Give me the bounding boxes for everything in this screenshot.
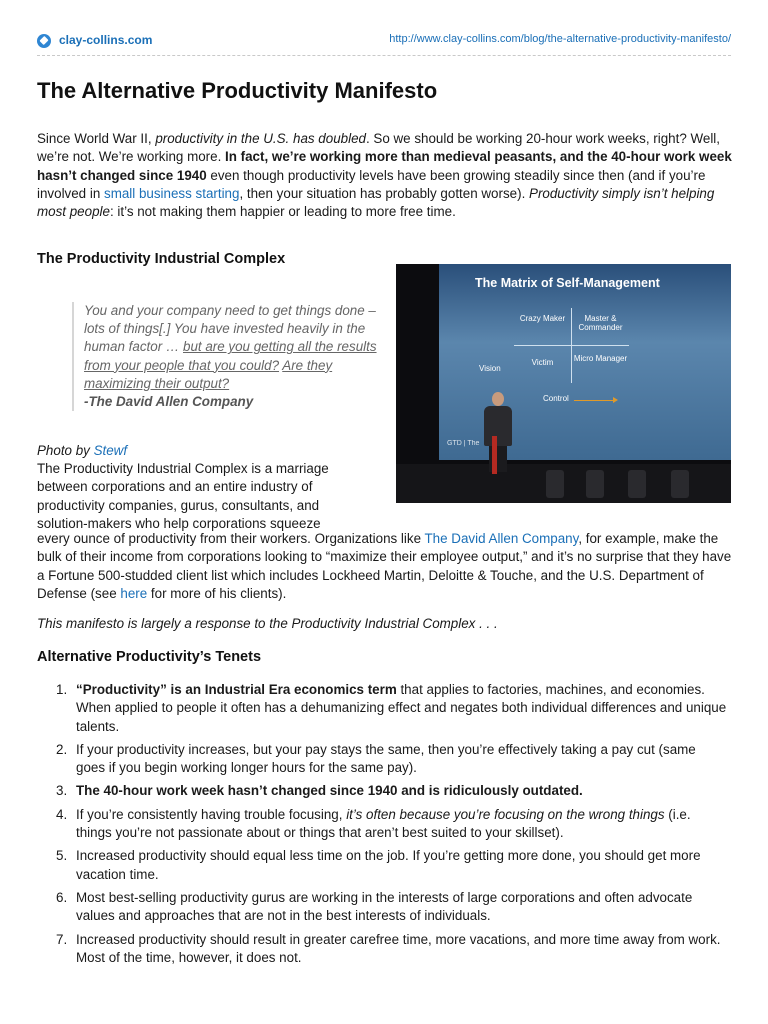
section-heading-tenets: Alternative Productivity’s Tenets <box>37 649 262 665</box>
tenet-text: Most best-selling productivity gurus are working in the interests of large corporations and often advocate values and approaches that are not in the best interests of individuals. <box>76 889 693 924</box>
intro-text: , then your situation has probably gotten worse). <box>239 185 530 201</box>
chair-icon <box>628 470 646 498</box>
complex-paragraph-start: The Productivity Industrial Complex is a marriage between corporations and an entire industry of productivity companies, gurus, consultants, and solution-makers who help corporations squeeze <box>37 461 329 531</box>
tenet-number: 5. <box>56 848 68 864</box>
manifesto-note <box>37 615 737 633</box>
tenet-item <box>37 782 727 800</box>
slide-footer: GTD | The <box>447 440 480 447</box>
tenet-text: Increased productivity should equal less time on the job. If you’re getting more done, you should get more vacation time. <box>76 848 701 882</box>
blockquote <box>72 302 384 411</box>
tenet-number: 6. <box>56 889 68 905</box>
tenet-text: If you’re consistently having trouble focusing, <box>76 806 347 822</box>
tenet-item <box>37 889 727 926</box>
matrix-cell: Victim <box>531 358 554 367</box>
intro-text: even though productivity levels have been growing steadily since then (and if you’re involved in <box>37 167 706 201</box>
tenet-item <box>37 741 727 778</box>
tenet-text: (i.e. things you’re not passionate about or things that aren’t best suited to your skillset). <box>76 806 691 841</box>
complex-text: , for example, make the bulk of their income from corporations looking to “maximize their employee output,” and it’s no surprise that they have a Fortune 500-studded client list which includes Lockheed Martin, Deloitte & Touche, and the U.S. Department of Defense (see <box>37 531 732 601</box>
intro-emphasis: productivity in the U.S. has doubled <box>155 131 366 146</box>
site-name-link[interactable]: clay-collins.com <box>59 33 153 47</box>
manifesto-note-text: This manifesto is largely a response to the Productivity Industrial Complex . . . <box>37 616 498 631</box>
section-heading-industrial-complex: The Productivity Industrial Complex <box>37 251 286 267</box>
tenet-number: 3. <box>56 783 68 799</box>
speaker-figure <box>484 392 512 472</box>
site-header <box>37 33 731 55</box>
tenet-emphasis: it’s often because you’re focusing on the wrong things <box>346 806 665 822</box>
chair-icon <box>546 470 564 498</box>
photo-credit <box>37 442 377 460</box>
control-arrow-icon <box>574 400 614 401</box>
quote-author: -The David Allen Company <box>84 394 254 410</box>
matrix-cell: Micro Manager <box>573 354 628 363</box>
tenet-text: If your productivity increases, but your pay stays the same, then you’re effectively taking a pay cut (same goes if you begin working longer hours for the same pay). <box>76 741 696 776</box>
tenet-text: that applies to factories, machines, and economies. When applied to people it often has a dehumanizing effect and negates both individual differences and unique talents. <box>76 682 727 734</box>
tenet-item <box>37 847 727 884</box>
page-url-link[interactable]: http://www.clay-collins.com/blog/the-alternative-productivity-manifesto/ <box>389 33 731 45</box>
complex-paragraph: every ounce of productivity from their workers. Organizations like The David Allen Company, for example, make the bulk of their income from corporations looking to “maximize their employee output,” and it’s no surprise that they have a Fortune 500-studded client list which includes Lockheed Martin, Deloitte & Touche, and the U.S. Department of Defense (see here for more of his clients). <box>37 531 732 601</box>
tenet-bold: The 40-hour work week hasn’t changed since 1940 and is ridiculously outdated. <box>76 783 583 799</box>
control-axis-label: Control <box>543 394 569 403</box>
tenet-number: 4. <box>56 806 68 822</box>
chair-icon <box>586 470 604 498</box>
tenet-number: 2. <box>56 741 68 757</box>
projection-screen <box>439 264 731 460</box>
chair-icon <box>671 470 689 498</box>
slide-title: The Matrix of Self-Management <box>475 276 660 290</box>
here-link[interactable]: here <box>120 585 148 601</box>
tenet-number: 1. <box>56 682 68 697</box>
tenet-item <box>37 681 727 736</box>
matrix-cell: Crazy Maker <box>519 314 566 323</box>
intro-text: . So we should be working 20-hour work weeks, right? Well, we’re not. We’re working more. <box>37 131 720 165</box>
complex-text: for more of his clients). <box>147 585 287 601</box>
tenet-bold: “Productivity” is an Industrial Era economics term <box>76 682 397 697</box>
page-title: The Alternative Productivity Manifesto <box>37 78 438 103</box>
intro-paragraph <box>37 130 737 221</box>
stewf-link[interactable]: Stewf <box>93 443 128 458</box>
tenet-item <box>37 931 727 968</box>
credit-prefix: Photo by <box>37 443 94 458</box>
tenet-item <box>37 806 727 843</box>
vision-axis-label: Vision <box>479 364 501 373</box>
intro-text: : it’s not making them happier or leading to more free time. <box>109 204 456 220</box>
matrix-cell: Master & Commander <box>578 314 623 332</box>
header-divider <box>37 55 731 56</box>
tenet-text: Increased productivity should result in greater carefree time, more vacations, and more time away from work. Most of the time, however, it does not. <box>76 931 721 965</box>
small-business-link[interactable]: small business starting <box>104 185 240 201</box>
quote-text: You and your company need to get things done – lots of things[.] You have invested heavily in the human factor … <box>84 303 376 355</box>
conference-photo <box>396 264 731 503</box>
quote-link[interactable]: Are they maximizing their output? <box>84 357 333 391</box>
site-logo-icon <box>37 34 51 48</box>
tenet-number: 7. <box>56 931 68 947</box>
david-allen-link[interactable]: The David Allen Company <box>424 531 579 546</box>
intro-bold: In fact, we’re working more than medieval peasants, and the 40-hour work week hasn’t changed since 1940 <box>37 149 732 183</box>
quote-link[interactable]: but are you getting all the results from your people that you could? <box>84 339 377 373</box>
matrix-grid <box>514 308 629 383</box>
tenets-list <box>37 681 727 972</box>
intro-emphasis: Productivity simply isn’t helping most people <box>37 185 715 220</box>
intro-text: Since World War II, <box>37 131 156 146</box>
